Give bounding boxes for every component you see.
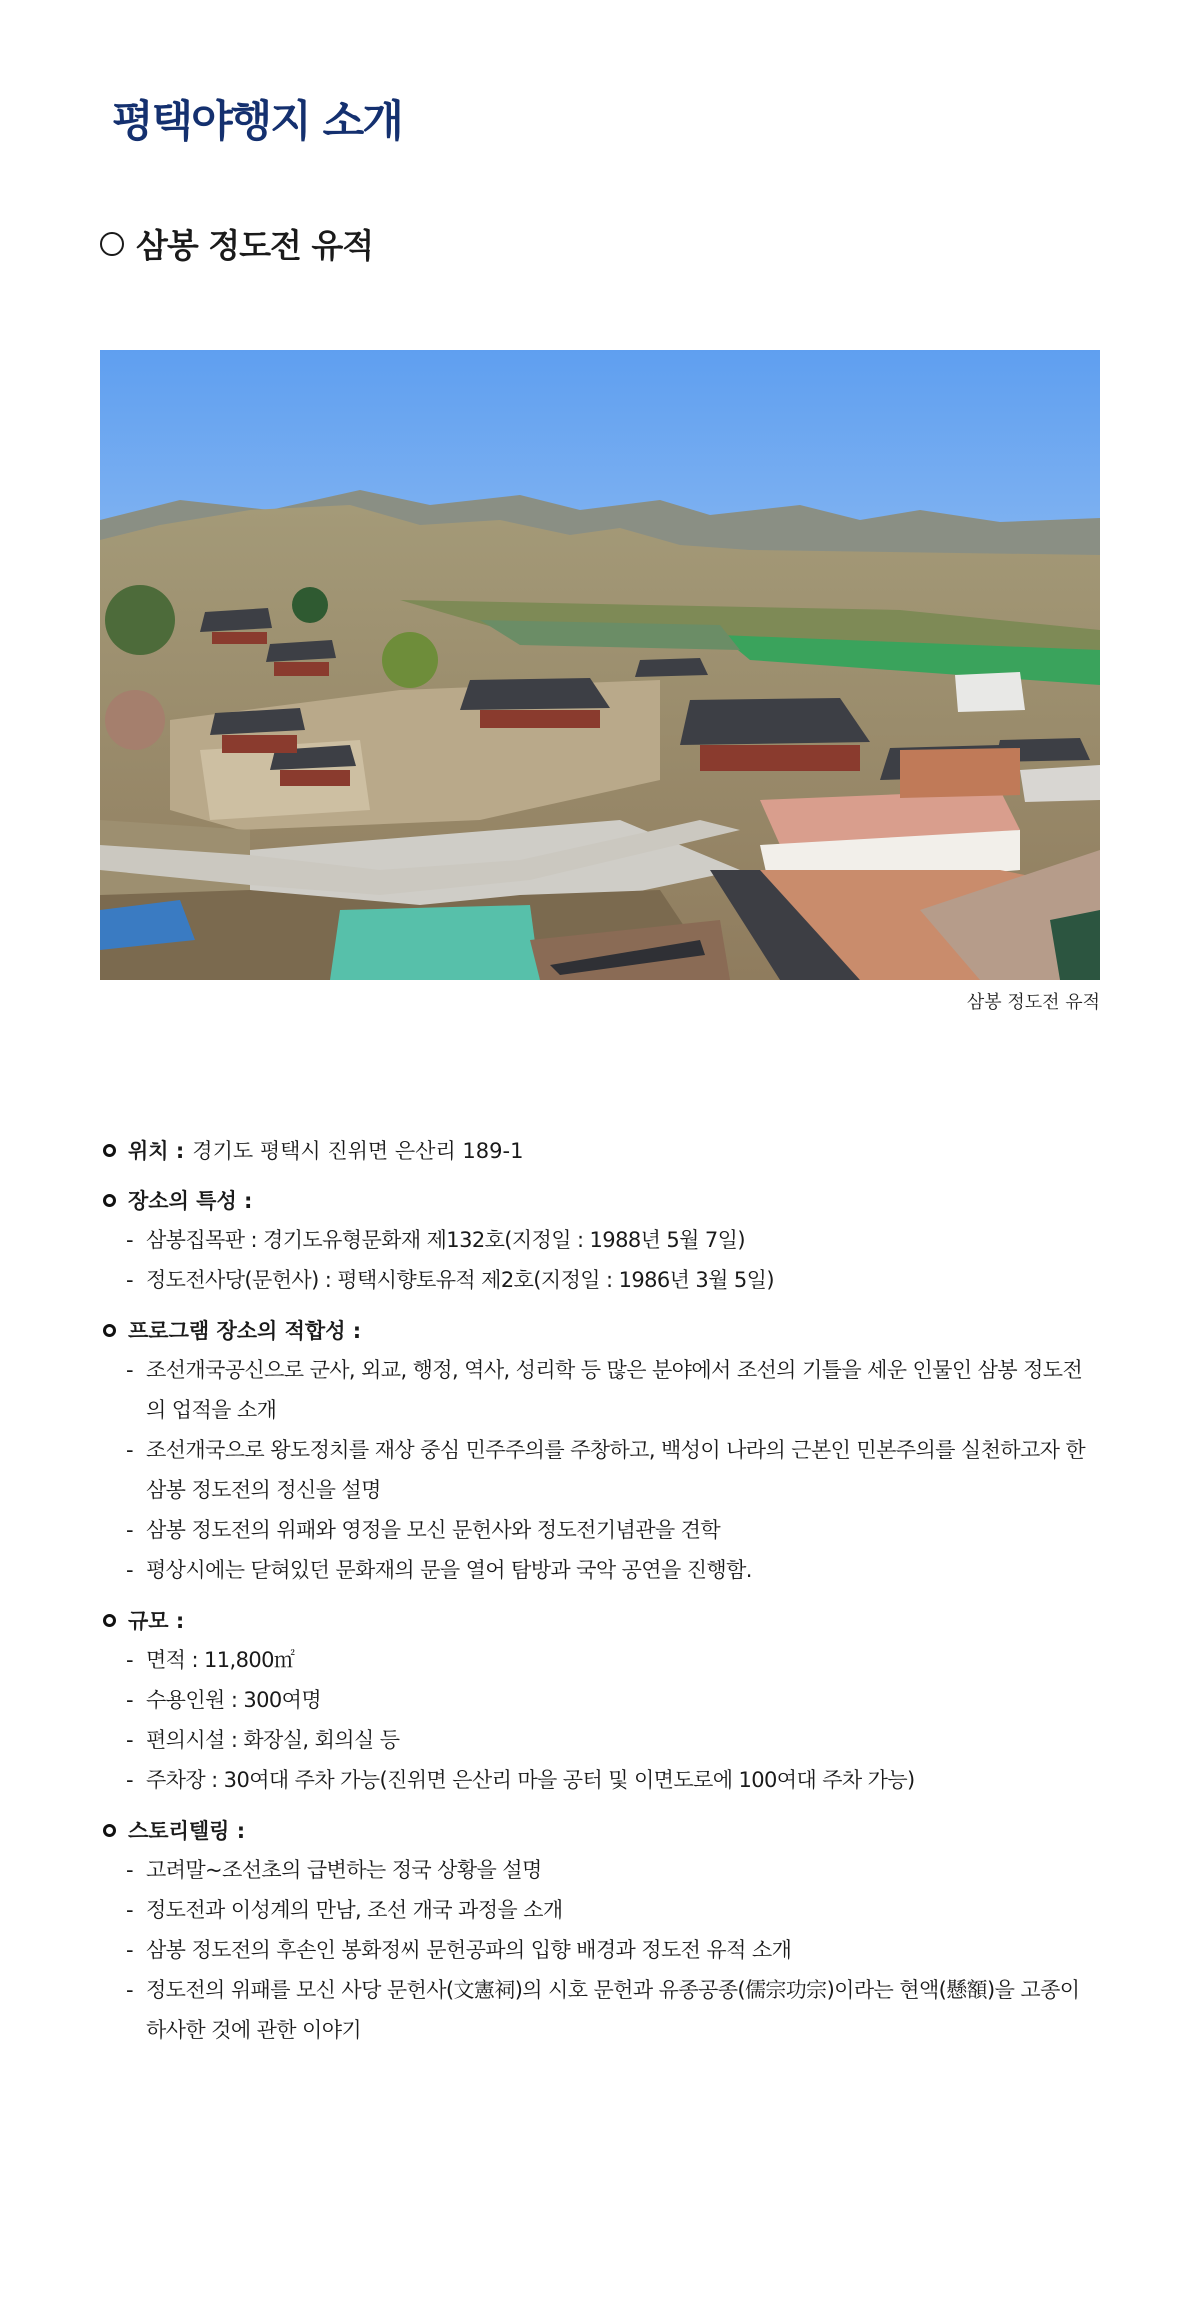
ring-bullet-icon <box>103 1324 116 1337</box>
list-item: - 삼봉 정도전의 위패와 영정을 모신 문헌사와 정도전기념관을 견학 <box>100 1510 1100 1550</box>
list-item: - 삼봉 정도전의 후손인 봉화정씨 문헌공파의 입향 배경과 정도전 유적 소개 <box>100 1930 1100 1970</box>
section-title <box>100 1810 1100 1850</box>
item-list <box>100 1640 1100 1800</box>
list-item: - 조선개국공신으로 군사, 외교, 행정, 역사, 성리학 등 많은 분야에서 조선의 기틀을 세운 인물인 삼봉 정도전의 업적을 소개 <box>100 1350 1100 1430</box>
section-suitability <box>100 1310 1100 1590</box>
circle-icon <box>100 232 124 256</box>
section-location <box>100 1130 1100 1170</box>
list-item: - 수용인원 : 300여명 <box>100 1680 1100 1720</box>
ring-bullet-icon <box>103 1824 116 1837</box>
section-storytelling <box>100 1810 1100 2050</box>
list-item: - 정도전과 이성계의 만남, 조선 개국 과정을 소개 <box>100 1890 1100 1930</box>
list-item: - 주차장 : 30여대 주차 가능(진위면 은산리 마을 공터 및 이면도로에 100여대 주차 가능) <box>100 1760 1100 1800</box>
list-item: - 편의시설 : 화장실, 회의실 등 <box>100 1720 1100 1760</box>
section-heading <box>100 220 373 267</box>
ring-bullet-icon <box>103 1614 116 1627</box>
item-list <box>100 1850 1100 2050</box>
section-scale <box>100 1600 1100 1800</box>
section-label: 규모 : <box>128 1609 185 1633</box>
list-item: - 정도전사당(문헌사) : 평택시향토유적 제2호(지정일 : 1986년 3월 5일) <box>100 1260 1100 1300</box>
ring-bullet-icon <box>103 1194 116 1207</box>
section-label: 장소의 특성 : <box>128 1189 253 1213</box>
list-item: - 정도전의 위패를 모신 사당 문헌사(文憲祠)의 시호 문헌과 유종공종(儒宗功宗)이라는 현액(懸額)을 고종이 하사한 것에 관한 이야기 <box>100 1970 1100 2050</box>
section-label: 프로그램 장소의 적합성 : <box>128 1319 362 1343</box>
section-title <box>100 1310 1100 1350</box>
section-title <box>100 1180 1100 1220</box>
list-item: - 면적 : 11,800㎡ <box>100 1640 1100 1680</box>
item-list <box>100 1350 1100 1590</box>
section-title <box>100 1130 1100 1170</box>
section-label: 위치 : <box>128 1139 185 1163</box>
section-label: 스토리텔링 : <box>128 1819 246 1843</box>
aerial-photo-illustration <box>100 350 1100 980</box>
list-item: - 평상시에는 닫혀있던 문화재의 문을 열어 탐방과 국악 공연을 진행함. <box>100 1550 1100 1590</box>
section-characteristics <box>100 1180 1100 1300</box>
item-list <box>100 1220 1100 1300</box>
photo-caption: 삼봉 정도전 유적 <box>966 992 1100 1013</box>
list-item: - 조선개국으로 왕도정치를 재상 중심 민주주의를 주창하고, 백성이 나라의 근본인 민본주의를 실천하고자 한 삼봉 정도전의 정신을 설명 <box>100 1430 1100 1510</box>
site-photo <box>100 350 1100 980</box>
list-item: - 삼봉집목판 : 경기도유형문화재 제132호(지정일 : 1988년 5월 7일) <box>100 1220 1100 1260</box>
ring-bullet-icon <box>103 1144 116 1157</box>
list-item: - 고려말~조선초의 급변하는 정국 상황을 설명 <box>100 1850 1100 1890</box>
section-heading-text: 삼봉 정도전 유적 <box>136 226 374 265</box>
info-list <box>100 1130 1100 2060</box>
section-value: 경기도 평택시 진위면 은산리 189-1 <box>192 1139 524 1163</box>
page-title: 평택야행지 소개 <box>112 97 402 147</box>
section-title <box>100 1600 1100 1640</box>
